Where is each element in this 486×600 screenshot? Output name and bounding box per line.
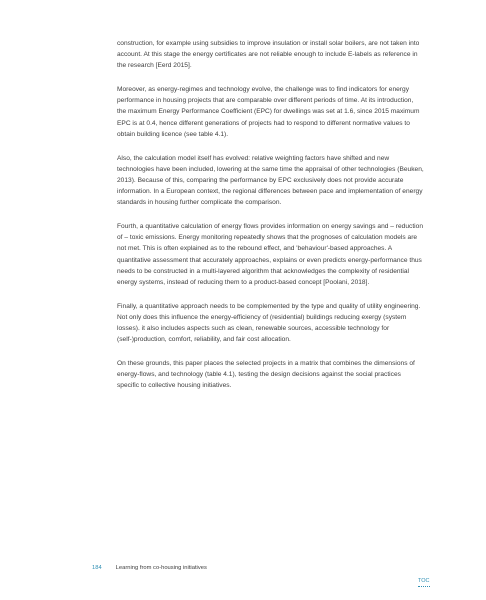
paragraph-2: Moreover, as energy-regimes and technology evolve, the challenge was to find indicators for energy performance in housing projects that are comparable over different periods of time. At its introduction, the maximum Energy Performance Coefficient (EPC) for dwellings was set at 1.6, since 2015 maximum EPC is at 0.4, hence different generations of projects had to respond to different normative values to obtain building licence (see table 4.1). [117, 86, 420, 138]
body-text [117, 38, 424, 404]
paragraph-6: On these grounds, this paper places the selected projects in a matrix that combines the dimensions of energy-flows, and technology (table 4.1), testing the design decisions against the social practices specific to collective housing initiatives. [117, 360, 415, 390]
paragraph-5: Finally, a quantitative approach needs to be complemented by the type and quality of utility engineering. Not only does this influence the energy-efficiency of (residential) buildings reducing exergy (system losses). it also includes aspects such as clean, renewable sources, accessible technology for (self-)production, comfort, reliability, and fair cost allocation. [117, 302, 421, 344]
paragraph-1: construction, for example using subsidies to improve insulation or install solar boilers, are not taken into account. At this stage the energy certificates are not reliable enough to include E-labels as reference in the research [Eerd 2015]. [117, 40, 420, 70]
paragraph-3: Also, the calculation model itself has evolved: relative weighting factors have shifted and new technologies have been included, lowering at the same time the appraisal of other technologies (Beuken, 2013). Because of this, comparing the performance by EPC exclusively does not provide accurate information. In a European context, the regional differences between pace and implementation of energy standards in housing further complicate the comparison. [117, 154, 424, 207]
paragraph-4: Fourth, a quantitative calculation of energy flows provides information on energy savings and – reduction of – toxic emissions. Energy monitoring repeatedly shows that the prognoses of calculation models are not met. This is often explained as to the rebound effect, and 'behaviour'-based approaches. A quantitative assessment that accurately approaches, explains or even predicts energy-performance thus needs to be constructed in a multi-layered algorithm that acknowledges the complexity of residential energy systems, instead of reducing them to a product-based concept [Poolani, 2018]. [117, 223, 424, 286]
running-title: Learning from co-housing initiatives [115, 565, 207, 571]
toc-link[interactable]: TOC [418, 578, 430, 587]
page-footer [92, 564, 207, 572]
page-number: 184 [92, 565, 102, 571]
